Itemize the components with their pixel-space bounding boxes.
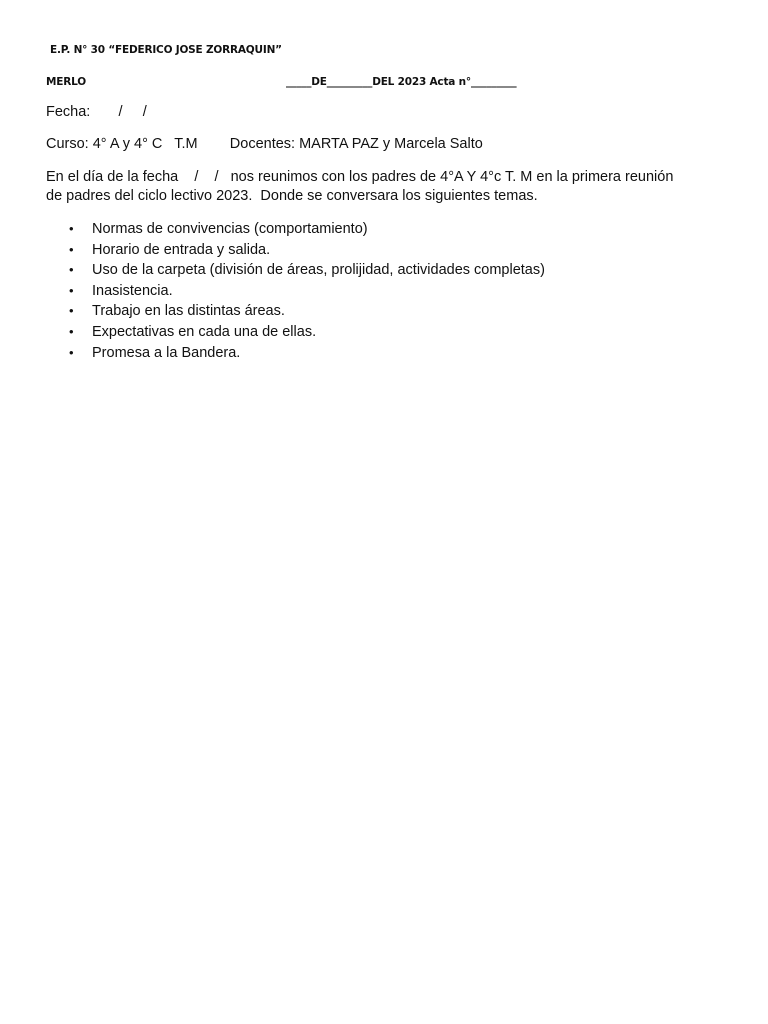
bullet-icon: •: [69, 262, 74, 278]
bullet-icon: •: [69, 282, 74, 298]
city-label: MERLO: [46, 76, 86, 88]
topic-text: Horario de entrada y salida.: [92, 241, 271, 258]
topics-list: [46, 219, 545, 363]
date-acta-line: _____DE_________DEL 2023 Acta n°_________: [286, 76, 517, 88]
bullet-icon: •: [69, 303, 74, 319]
topic-text: Normas de convivencias (comportamiento): [92, 221, 368, 237]
paragraph-line-2: de padres del ciclo lectivo 2023. Donde se conversara los siguientes temas.: [46, 188, 538, 204]
paragraph-line-1: En el día de la fecha / / nos reunimos con los padres de 4°A Y 4°c T. M en la primera reunión: [46, 169, 674, 185]
topic-text: Expectativas en cada una de ellas.: [92, 323, 317, 340]
list-item: [46, 281, 545, 302]
list-item: [46, 301, 545, 322]
fecha-line: Fecha: / /: [46, 104, 147, 120]
list-item: [46, 322, 545, 343]
list-item: [46, 343, 545, 364]
school-name: E.P. N° 30 “FEDERICO JOSE ZORRAQUIN”: [50, 44, 282, 56]
curso-line: Curso: 4° A y 4° C T.M Docentes: MARTA PAZ y Marcela Salto: [46, 136, 483, 152]
list-item: [46, 260, 545, 281]
bullet-icon: •: [69, 241, 74, 257]
intro-paragraph: [46, 168, 736, 206]
bullet-icon: •: [69, 344, 74, 360]
topic-text: Trabajo en las distintas áreas.: [92, 303, 285, 320]
topic-text: Promesa a la Bandera.: [92, 344, 241, 361]
topic-text: Uso de la carpeta (división de áreas, prolijidad, actividades completas): [92, 262, 545, 279]
topic-text: Inasistencia.: [92, 282, 173, 299]
list-item: [46, 219, 545, 240]
bullet-icon: •: [69, 221, 74, 236]
bullet-icon: •: [69, 323, 74, 339]
list-item: [46, 240, 545, 261]
